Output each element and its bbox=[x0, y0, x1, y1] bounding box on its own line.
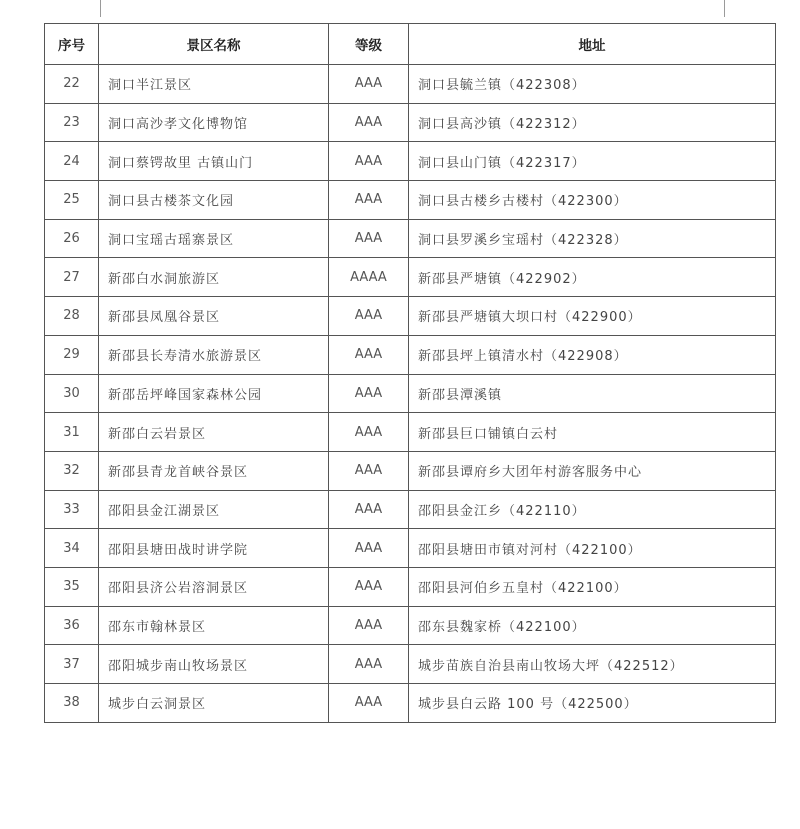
table-row bbox=[45, 335, 776, 374]
table-row bbox=[45, 451, 776, 490]
table-row bbox=[45, 684, 776, 723]
cell-name: 邵阳县济公岩溶洞景区 bbox=[99, 567, 329, 606]
table-row bbox=[45, 529, 776, 568]
scenic-area-table bbox=[44, 23, 776, 723]
cell-name: 新邵岳坪峰国家森林公园 bbox=[99, 374, 329, 413]
cell-level: AAA bbox=[329, 645, 409, 684]
cell-address: 洞口县罗溪乡宝瑶村（422328） bbox=[409, 219, 776, 258]
cell-level: AAA bbox=[329, 103, 409, 142]
cell-level: AAA bbox=[329, 65, 409, 104]
cell-name: 新邵县长寿清水旅游景区 bbox=[99, 335, 329, 374]
table-row bbox=[45, 297, 776, 336]
cell-name: 城步白云洞景区 bbox=[99, 684, 329, 723]
table-row bbox=[45, 142, 776, 181]
header-no: 序号 bbox=[45, 24, 99, 65]
cell-name: 新邵县青龙首峡谷景区 bbox=[99, 451, 329, 490]
cell-no: 26 bbox=[45, 219, 99, 258]
table-row bbox=[45, 219, 776, 258]
cell-level: AAA bbox=[329, 529, 409, 568]
cell-name: 邵阳县金江湖景区 bbox=[99, 490, 329, 529]
cell-address: 新邵县潭溪镇 bbox=[409, 374, 776, 413]
cell-level: AAA bbox=[329, 374, 409, 413]
cell-no: 35 bbox=[45, 567, 99, 606]
cell-level: AAA bbox=[329, 335, 409, 374]
table-body bbox=[45, 65, 776, 723]
page-corner-mark-right bbox=[724, 0, 751, 17]
header-name: 景区名称 bbox=[99, 24, 329, 65]
table-row bbox=[45, 567, 776, 606]
cell-level: AAA bbox=[329, 567, 409, 606]
cell-name: 洞口宝瑶古瑶寨景区 bbox=[99, 219, 329, 258]
cell-level: AAA bbox=[329, 219, 409, 258]
cell-level: AAA bbox=[329, 142, 409, 181]
cell-address: 邵东县魏家桥（422100） bbox=[409, 606, 776, 645]
cell-address: 城步县白云路 100 号（422500） bbox=[409, 684, 776, 723]
cell-address: 新邵县严塘镇大坝口村（422900） bbox=[409, 297, 776, 336]
page-corner-mark-left bbox=[74, 0, 101, 17]
cell-no: 38 bbox=[45, 684, 99, 723]
cell-no: 36 bbox=[45, 606, 99, 645]
cell-address: 洞口县山门镇（422317） bbox=[409, 142, 776, 181]
cell-address: 邵阳县河伯乡五皇村（422100） bbox=[409, 567, 776, 606]
cell-level: AAA bbox=[329, 181, 409, 220]
cell-name: 洞口县古楼茶文化园 bbox=[99, 181, 329, 220]
cell-no: 24 bbox=[45, 142, 99, 181]
cell-address: 洞口县高沙镇（422312） bbox=[409, 103, 776, 142]
cell-address: 新邵县坪上镇清水村（422908） bbox=[409, 335, 776, 374]
cell-name: 洞口半江景区 bbox=[99, 65, 329, 104]
cell-no: 22 bbox=[45, 65, 99, 104]
cell-no: 37 bbox=[45, 645, 99, 684]
cell-no: 29 bbox=[45, 335, 99, 374]
cell-no: 30 bbox=[45, 374, 99, 413]
cell-level: AAA bbox=[329, 297, 409, 336]
cell-level: AAA bbox=[329, 606, 409, 645]
cell-address: 新邵县谭府乡大团年村游客服务中心 bbox=[409, 451, 776, 490]
cell-no: 25 bbox=[45, 181, 99, 220]
cell-no: 31 bbox=[45, 413, 99, 452]
table-row bbox=[45, 65, 776, 104]
cell-no: 28 bbox=[45, 297, 99, 336]
cell-name: 新邵白云岩景区 bbox=[99, 413, 329, 452]
cell-address: 城步苗族自治县南山牧场大坪（422512） bbox=[409, 645, 776, 684]
table-row bbox=[45, 374, 776, 413]
table-row bbox=[45, 181, 776, 220]
table-header bbox=[45, 24, 776, 65]
cell-no: 34 bbox=[45, 529, 99, 568]
header-address: 地址 bbox=[409, 24, 776, 65]
table-row bbox=[45, 103, 776, 142]
cell-level: AAA bbox=[329, 490, 409, 529]
cell-address: 新邵县巨口铺镇白云村 bbox=[409, 413, 776, 452]
cell-level: AAA bbox=[329, 684, 409, 723]
cell-name: 洞口蔡锷故里 古镇山门 bbox=[99, 142, 329, 181]
table-row bbox=[45, 413, 776, 452]
cell-no: 32 bbox=[45, 451, 99, 490]
cell-name: 邵东市翰林景区 bbox=[99, 606, 329, 645]
cell-level: AAA bbox=[329, 451, 409, 490]
header-level: 等级 bbox=[329, 24, 409, 65]
cell-address: 邵阳县金江乡（422110） bbox=[409, 490, 776, 529]
table-row bbox=[45, 258, 776, 297]
cell-address: 洞口县毓兰镇（422308） bbox=[409, 65, 776, 104]
table-row bbox=[45, 490, 776, 529]
cell-address: 邵阳县塘田市镇对河村（422100） bbox=[409, 529, 776, 568]
table-row bbox=[45, 606, 776, 645]
header-row bbox=[45, 24, 776, 65]
scenic-area-table-container bbox=[44, 23, 775, 723]
cell-name: 邵阳县塘田战时讲学院 bbox=[99, 529, 329, 568]
cell-address: 洞口县古楼乡古楼村（422300） bbox=[409, 181, 776, 220]
cell-no: 23 bbox=[45, 103, 99, 142]
cell-name: 邵阳城步南山牧场景区 bbox=[99, 645, 329, 684]
cell-address: 新邵县严塘镇（422902） bbox=[409, 258, 776, 297]
cell-level: AAAA bbox=[329, 258, 409, 297]
table-row bbox=[45, 645, 776, 684]
cell-name: 新邵白水洞旅游区 bbox=[99, 258, 329, 297]
cell-no: 33 bbox=[45, 490, 99, 529]
cell-name: 洞口高沙孝文化博物馆 bbox=[99, 103, 329, 142]
cell-no: 27 bbox=[45, 258, 99, 297]
cell-name: 新邵县凤凰谷景区 bbox=[99, 297, 329, 336]
cell-level: AAA bbox=[329, 413, 409, 452]
